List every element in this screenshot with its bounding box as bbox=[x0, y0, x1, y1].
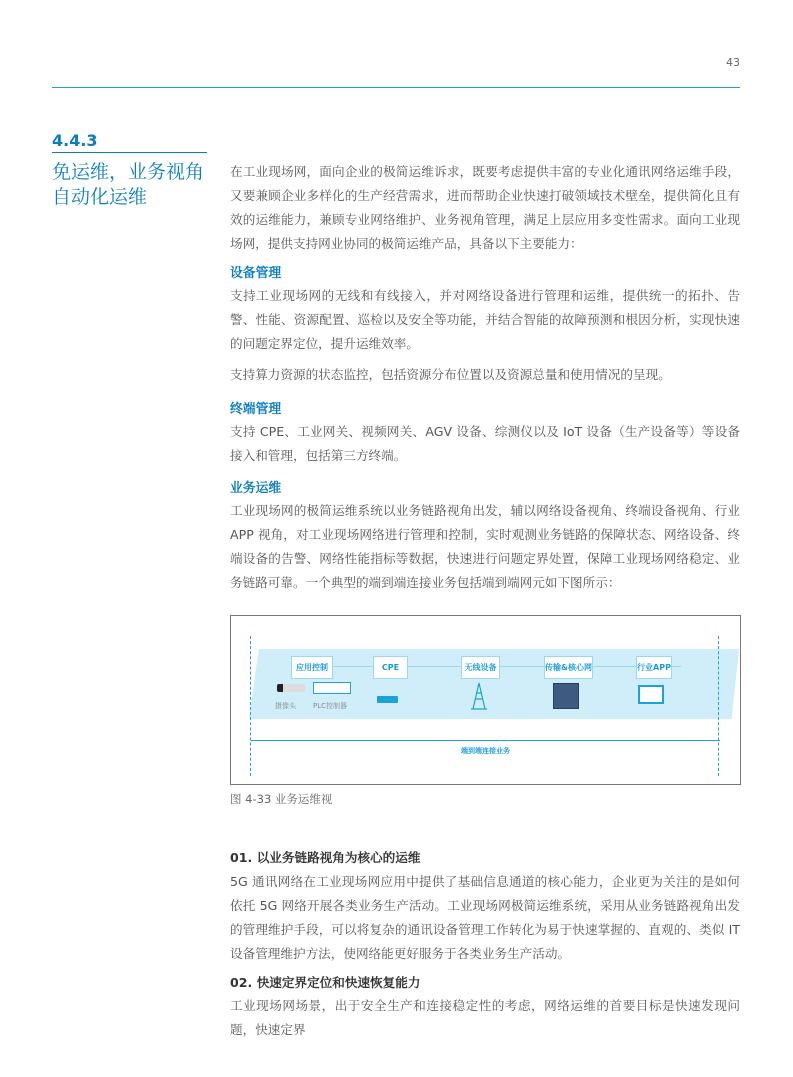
header-divider bbox=[52, 87, 740, 88]
point1-paragraph: 5G 通讯网络在工业现场网应用中提供了基础信息通道的核心能力，企业更为关注的是如何依托 5G 网络开展各类业务生产活动。工业现场网极简运维系统，采用从业务链路视角出发的管理维护手段，可以将复杂的通讯设备管理工作转化为易于快速掌握的、直观的、类似 IT 设备管理维护方法，使网络能更好服务于各类业务生产活动。 bbox=[230, 874, 740, 961]
device-mgmt-heading: 设备管理 bbox=[230, 266, 282, 281]
point1-heading: 01. 以业务链路视角为核心的运维 bbox=[230, 850, 421, 865]
section-title-line1: 免运维，业务视角 bbox=[52, 161, 205, 183]
point2-heading: 02. 快速定界定位和快速恢复能力 bbox=[230, 975, 421, 990]
cpe-router-icon bbox=[377, 696, 398, 703]
section-title bbox=[52, 160, 212, 210]
end-to-end-label: 端到端连接业务 bbox=[461, 747, 510, 755]
section-number: 4.4.3 bbox=[52, 131, 98, 150]
plc-icon bbox=[313, 682, 351, 694]
camera-label: 摄像头 bbox=[275, 702, 296, 710]
monitor-icon bbox=[638, 685, 664, 704]
page-number: 43 bbox=[726, 56, 740, 69]
point2-paragraph: 工业现场网场景，出于安全生产和连接稳定性的考虑，网络运维的首要目标是快速发现问题，快速定界 bbox=[230, 998, 740, 1037]
camera-icon bbox=[277, 684, 305, 692]
node-transport-core: 传输&核心网 bbox=[544, 656, 593, 679]
node-industry-app: 行业APP bbox=[636, 656, 672, 679]
intro-paragraph: 在工业现场网，面向企业的极简运维诉求，既要考虑提供丰富的专业化通讯网络运维手段，又要兼顾企业多样化的生产经营需求，进而帮助企业快速打破领域技术壁垒，提供简化且有效的运维能力，兼顾专业网络维护、业务视角管理，满足上层应用多变性需求。面向工业现场网，提供支持网业协同的极简运维产品，具备以下主要能力： bbox=[230, 164, 740, 251]
service-ops-heading: 业务运维 bbox=[230, 481, 282, 496]
terminal-mgmt-heading: 终端管理 bbox=[230, 402, 282, 417]
section-divider bbox=[52, 152, 207, 153]
plc-label: PLC控制器 bbox=[313, 702, 348, 710]
device-mgmt-paragraph-2: 支持算力资源的状态监控，包括资源分布位置以及资源总量和使用情况的呈现。 bbox=[230, 367, 671, 382]
section-title-line2: 自动化运维 bbox=[52, 186, 148, 208]
node-wireless: 无线设备 bbox=[461, 656, 500, 679]
service-ops-paragraph: 工业现场网的极简运维系统以业务链路视角出发，辅以网络设备视角、终端设备视角、行业 APP 视角，对工业现场网络进行管理和控制，实时观测业务链路的保障状态、网络设备、终端设备的告警、网络性能指标等数据，快速进行问题定界处置，保障工业现场网络稳定、业务链路可靠。一个典型的端到端连接业务包括端到端网元如下图所示： bbox=[230, 503, 740, 590]
node-cpe: CPE bbox=[373, 656, 408, 679]
terminal-mgmt-paragraph: 支持 CPE、工业网关、视频网关、AGV 设备、综测仪以及 IoT 设备（生产设备等）等设备接入和管理，包括第三方终端。 bbox=[230, 424, 740, 463]
end-to-end-arrow bbox=[251, 740, 720, 741]
figure-caption: 图 4-33 业务运维视 bbox=[230, 792, 333, 806]
wireless-tower-icon bbox=[469, 679, 489, 711]
figure-service-ops-view bbox=[230, 615, 741, 785]
device-mgmt-paragraph-1: 支持工业现场网的无线和有线接入，并对网络设备进行管理和运维，提供统一的拓扑、告警、性能、资源配置、巡检以及安全等功能，并结合智能的故障预测和根因分析，实现快速的问题定界定位，提升运维效率。 bbox=[230, 288, 740, 351]
core-network-switch-icon bbox=[553, 683, 579, 709]
node-app-control: 应用控制 bbox=[291, 656, 333, 679]
